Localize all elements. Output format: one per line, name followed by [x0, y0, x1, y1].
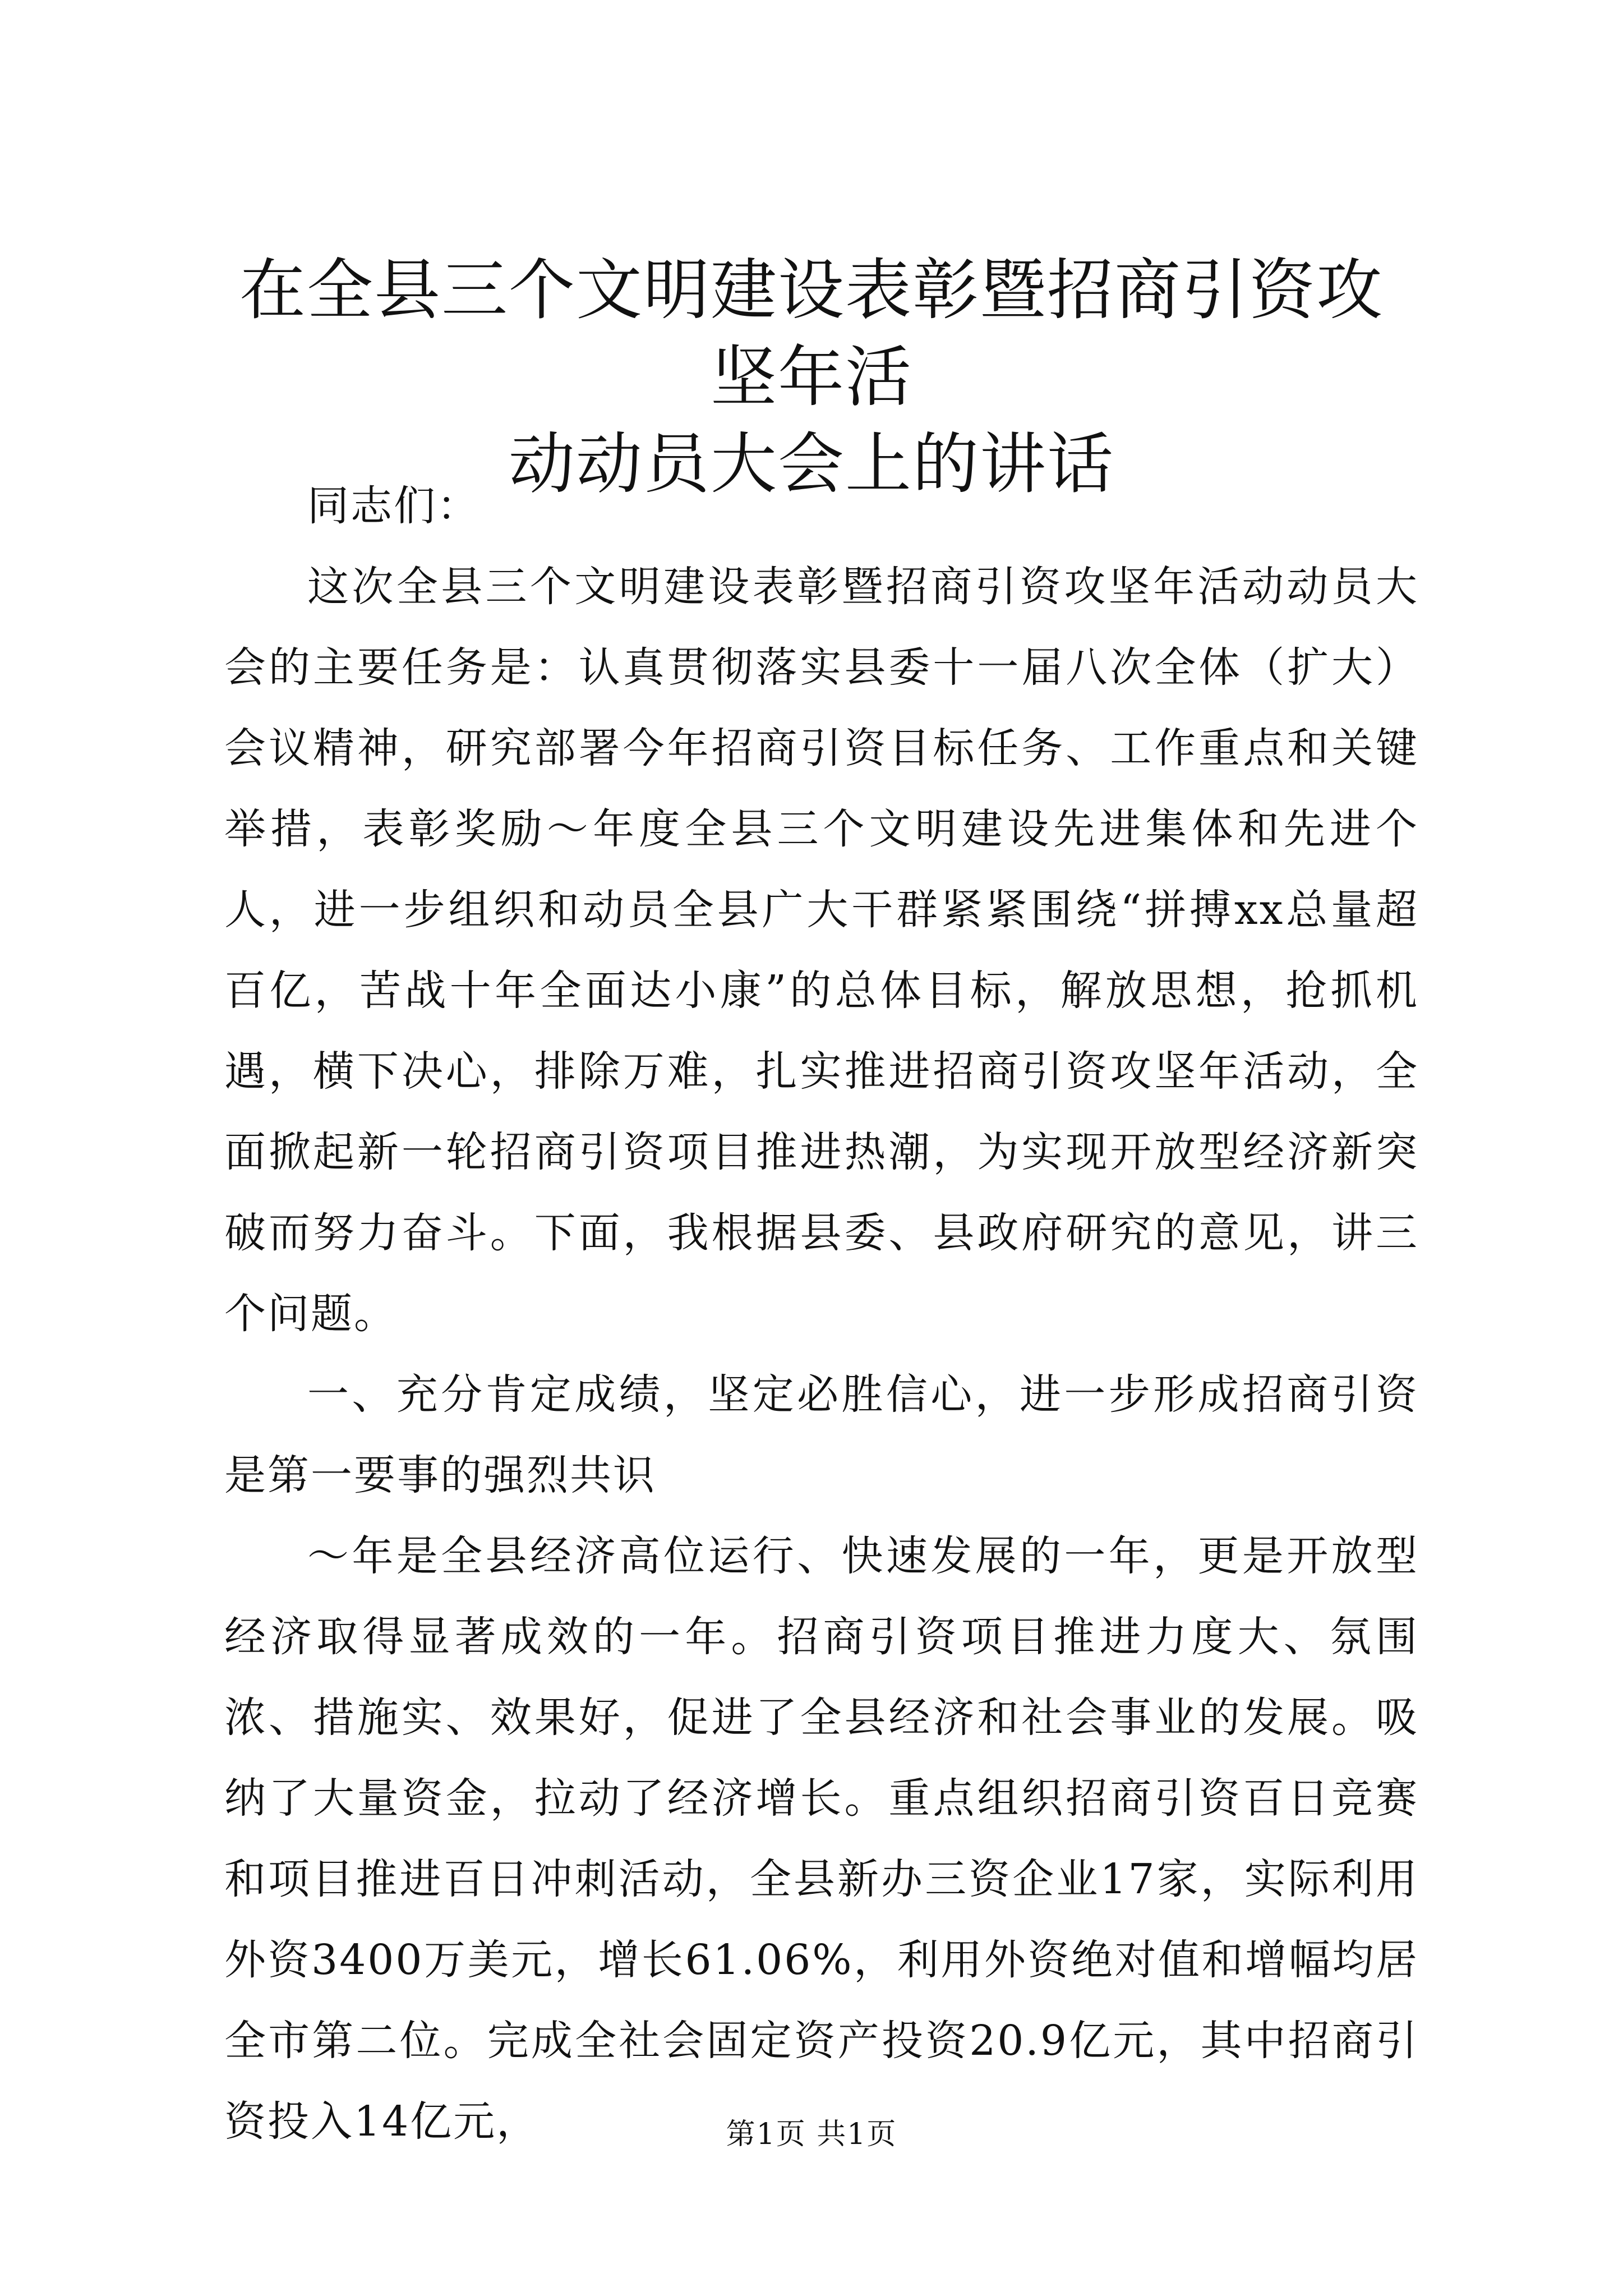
- title-line-1: 在全县三个文明建设表彰暨招商引资攻坚年活: [239, 251, 1384, 416]
- title-line-2: 动动员大会上的讲话: [508, 425, 1114, 503]
- body-paragraph: 这次全县三个文明建设表彰暨招商引资攻坚年活动动员大会的主要任务是：认真贯彻落实县委十一届八次全体（扩大）会议精神，研究部署今年招商引资目标任务、工作重点和关键举措，表彰奖励～年度全县三个文明建设先进集体和先进个人，进一步组织和动员全县广大干群紧紧围绕“拼搏xx总量超百亿，苦战十年全面达小康”的总体目标，解放思想，抢抓机遇，横下决心，排除万难，扎实推进招商引资攻坚年活动，全面掀起新一轮招商引资项目推进热潮，为实现开放型经济新突破而努力奋斗。下面，我根据县委、县政府研究的意见，讲三个问题。: [224, 563, 1419, 1338]
- page-number: 第1页 共1页: [726, 2118, 897, 2151]
- section-heading: 一、充分肯定成绩，坚定必胜信心，进一步形成招商引资是第一要事的强烈共识: [224, 1370, 1419, 1499]
- body-paragraph: ～年是全县经济高位运行、快速发展的一年，更是开放型经济取得显著成效的一年。招商引资项目推进力度大、氛围浓、措施实、效果好，促进了全县经济和社会事业的发展。吸纳了大量资金，拉动了经济增长。重点组织招商引资百日竞赛和项目推进百日冲刺活动，全县新办三资企业17家，实际利用外资3400万美元，增长61.06%，利用外资绝对值和增幅均居全市第二位。完成全社会固定资产投资20.9亿元，其中招商引资投入14亿元，: [224, 1532, 1419, 2146]
- page-footer: [0, 2115, 1623, 2154]
- document-body: [224, 466, 1419, 2162]
- salutation: 同志们：: [307, 482, 480, 530]
